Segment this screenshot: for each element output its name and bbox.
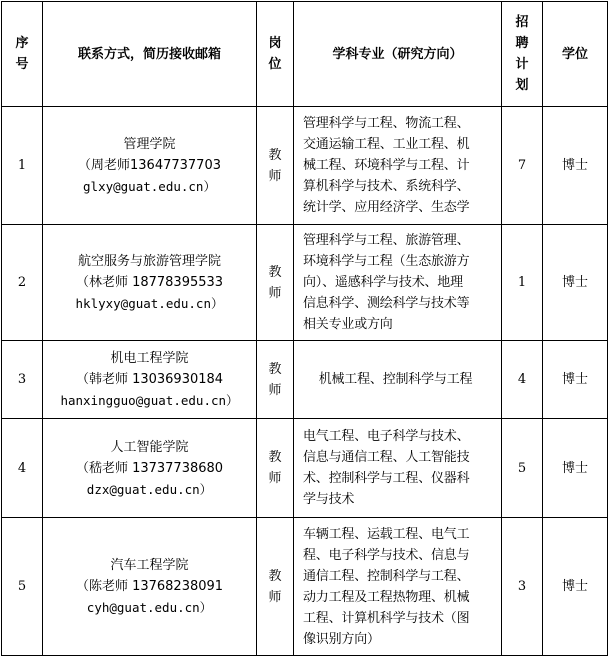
contact-phone: （周老师13647737703 xyxy=(78,158,221,173)
position-char: 教 xyxy=(268,450,282,465)
major-line: 车辆工程、运载工程、电气工 xyxy=(303,526,470,542)
major-line: 信息科学、测绘科学与技术等 xyxy=(303,296,470,311)
row-contact xyxy=(43,518,257,656)
row-degree: 博士 xyxy=(543,518,608,656)
position-char: 教 xyxy=(268,264,282,280)
contact-email: dzx@guat.edu.cn） xyxy=(86,481,213,497)
row-quota: 4 xyxy=(502,341,543,419)
school-name: 汽车工程学院 xyxy=(110,558,189,573)
row-contact xyxy=(43,107,257,225)
table-row xyxy=(2,518,608,656)
school-name: 管理学院 xyxy=(123,137,176,152)
contact-email: cyh@guat.edu.cn） xyxy=(86,600,213,615)
major-line: 交通运输工程、工业工程、机 xyxy=(303,137,470,152)
contact-email: hanxingguo@guat.edu.cn） xyxy=(60,393,239,408)
header-quota-char: 划 xyxy=(515,78,529,93)
contact-phone: （林老师 18778395533 xyxy=(75,275,224,290)
major-line: 术、控制科学与工程、仪器科 xyxy=(303,471,470,486)
header-index-char: 号 xyxy=(15,57,29,72)
row-major xyxy=(294,341,502,419)
header-major: 学科专业（研究方向） xyxy=(294,2,502,107)
row-major xyxy=(294,107,502,225)
position-char: 教 xyxy=(268,147,282,163)
header-quota-char: 计 xyxy=(515,57,529,72)
row-contact xyxy=(43,225,257,341)
major-line: 环境科学与工程（生态旅游方 xyxy=(303,254,470,269)
major-line: 相关专业或方向 xyxy=(303,317,393,332)
major-line: 程、电子科学与技术、信息与 xyxy=(303,547,470,563)
row-quota: 1 xyxy=(502,225,543,341)
header-quota-char: 招 xyxy=(515,15,529,30)
major-line: 管理科学与工程、旅游管理、 xyxy=(303,233,470,248)
major-line: 械工程、环境科学与工程、计 xyxy=(303,158,470,173)
row-major xyxy=(294,225,502,341)
major-line: 工程、计算机科学与技术（图 xyxy=(303,610,470,626)
table-row xyxy=(2,225,608,341)
row-index: 3 xyxy=(2,341,43,419)
row-position xyxy=(257,518,294,656)
major-line: 动力工程及工程热物理、机械 xyxy=(303,589,470,605)
contact-phone: （韩老师 13036930184 xyxy=(75,372,224,387)
position-char: 师 xyxy=(268,285,282,301)
row-position xyxy=(257,341,294,419)
header-quota-char: 聘 xyxy=(515,36,529,51)
row-major xyxy=(294,419,502,518)
contact-phone: （陈老师 13768238091 xyxy=(75,579,224,594)
row-degree: 博士 xyxy=(543,419,608,518)
header-contact: 联系方式，简历接收邮箱 xyxy=(43,2,257,107)
contact-email: glxy@guat.edu.cn） xyxy=(83,179,216,194)
table-row xyxy=(2,107,608,225)
row-contact xyxy=(43,341,257,419)
row-degree: 博士 xyxy=(543,341,608,419)
school-name: 航空服务与旅游管理学院 xyxy=(77,254,221,269)
row-index: 2 xyxy=(2,225,43,341)
position-char: 教 xyxy=(268,361,282,377)
position-char: 师 xyxy=(268,471,282,486)
contact-email: hklyxy@guat.edu.cn） xyxy=(75,296,224,311)
table-row xyxy=(2,341,608,419)
header-row xyxy=(2,2,608,107)
row-major xyxy=(294,518,502,656)
major-line: 像识别方向） xyxy=(303,631,380,647)
row-index: 5 xyxy=(2,518,43,656)
school-name: 机电工程学院 xyxy=(110,351,189,366)
recruitment-table xyxy=(1,1,608,656)
row-quota: 3 xyxy=(502,518,543,656)
row-degree: 博士 xyxy=(543,107,608,225)
major-line: 统计学、应用经济学、生态学 xyxy=(303,200,470,215)
major-line: 向）、遥感科学与技术、地理 xyxy=(303,275,463,290)
header-position xyxy=(257,2,294,107)
major-line: 学与技术 xyxy=(303,492,355,507)
header-position-char: 位 xyxy=(268,57,282,72)
table-row xyxy=(2,419,608,518)
major-line: 通信工程、控制科学与工程、 xyxy=(303,568,470,584)
header-position-char: 岗 xyxy=(268,36,282,51)
row-index: 4 xyxy=(2,419,43,518)
row-quota: 7 xyxy=(502,107,543,225)
major-line: 信息与通信工程、人工智能技 xyxy=(303,450,470,465)
row-quota: 5 xyxy=(502,419,543,518)
position-char: 师 xyxy=(268,168,282,184)
school-name: 人工智能学院 xyxy=(110,439,189,455)
header-index xyxy=(2,2,43,107)
row-position xyxy=(257,419,294,518)
row-degree: 博士 xyxy=(543,225,608,341)
row-contact xyxy=(43,419,257,518)
header-index-char: 序 xyxy=(15,36,29,51)
row-position xyxy=(257,107,294,225)
contact-phone: （嵇老师 13737738680 xyxy=(75,460,224,476)
header-quota xyxy=(502,2,543,107)
major-line: 管理科学与工程、物流工程、 xyxy=(303,116,470,131)
header-degree: 学位 xyxy=(543,2,608,107)
position-char: 教 xyxy=(268,568,282,584)
position-char: 师 xyxy=(268,382,282,398)
major-line: 电气工程、电子科学与技术、 xyxy=(303,429,470,444)
row-position xyxy=(257,225,294,341)
major-line: 机械工程、控制科学与工程 xyxy=(318,372,473,387)
major-line: 算机科学与技术、系统科学、 xyxy=(303,179,470,194)
position-char: 师 xyxy=(268,589,282,605)
row-index: 1 xyxy=(2,107,43,225)
